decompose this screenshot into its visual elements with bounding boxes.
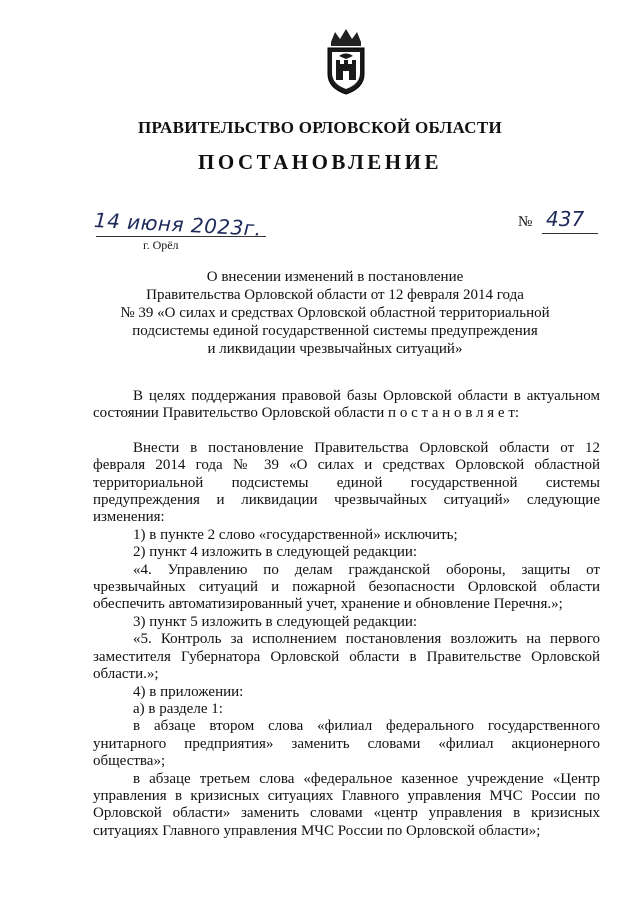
list-item: 3) пункт 5 изложить в следующей редакции:: [133, 613, 418, 630]
number-label: №: [518, 214, 533, 230]
list-item: в абзаце третьем слова «федеральное казенное учреждение «Центр управления в кризисных ситуациях Главного управления МЧС России по Орловской области» заменить словами «центр управления в кризисных ситуациях Главного управления МЧС России по Орловской области»;: [93, 770, 600, 839]
subject-line: подсистемы единой государственной системы предупреждения: [132, 323, 538, 339]
list-item: 1) в пункте 2 слово «государственной» исключить;: [133, 526, 458, 543]
list-item: «5. Контроль за исполнением постановления возложить на первого заместителя Губернатора Орловской области в Правительстве Орловской области.»;: [93, 631, 600, 683]
list-item: 4) в приложении:: [133, 683, 244, 700]
preamble-paragraph: В целях поддержания правовой базы Орловской области в актуальном состоянии Правительство Орловской области п о с т а н о в л я е т:: [93, 388, 600, 422]
coat-of-arms-icon: [321, 26, 371, 96]
intro-paragraph: Внести в постановление Правительства Орловской области от 12 февраля 2014 года № 39 «О силах и средствах Орловской областной территориальной подсистемы единой государственной системы предупреждения и ликвидации чрезвычайных ситуаций» следующие изменения:: [93, 439, 600, 526]
number-underline: [542, 233, 598, 234]
list-item: в абзаце втором слова «филиал федерального государственного унитарного предприятия» заменить словами «филиал акционерного общества»;: [93, 718, 600, 770]
organization-name: ПРАВИТЕЛЬСТВО ОРЛОВСКОЙ ОБЛАСТИ: [137, 118, 503, 137]
date-underline: [96, 236, 266, 237]
list-item: 2) пункт 4 изложить в следующей редакции:: [133, 544, 418, 561]
subject-line: № 39 «О силах и средствах Орловской областной территориальной: [120, 305, 550, 321]
document-number: 437: [546, 207, 585, 231]
subject-line: Правительства Орловской области от 12 февраля 2014 года: [146, 287, 524, 303]
subject-line: О внесении изменений в постановление: [206, 269, 464, 285]
document-city: г. Орёл: [143, 238, 179, 252]
document-subject: [100, 268, 570, 358]
subject-line: и ликвидации чрезвычайных ситуаций»: [207, 341, 463, 357]
document-body: [93, 388, 600, 840]
list-item: а) в разделе 1:: [133, 700, 223, 717]
document-date: 14 июня 2023г.: [93, 208, 263, 241]
list-item: «4. Управлению по делам гражданской обороны, защиты от чрезвычайных ситуаций и пожарной безопасности Орловской области обеспечить автоматизированный учет, хранение и обновление Перечня.»;: [93, 561, 600, 613]
document-type: ПОСТАНОВЛЕНИЕ: [198, 150, 442, 174]
